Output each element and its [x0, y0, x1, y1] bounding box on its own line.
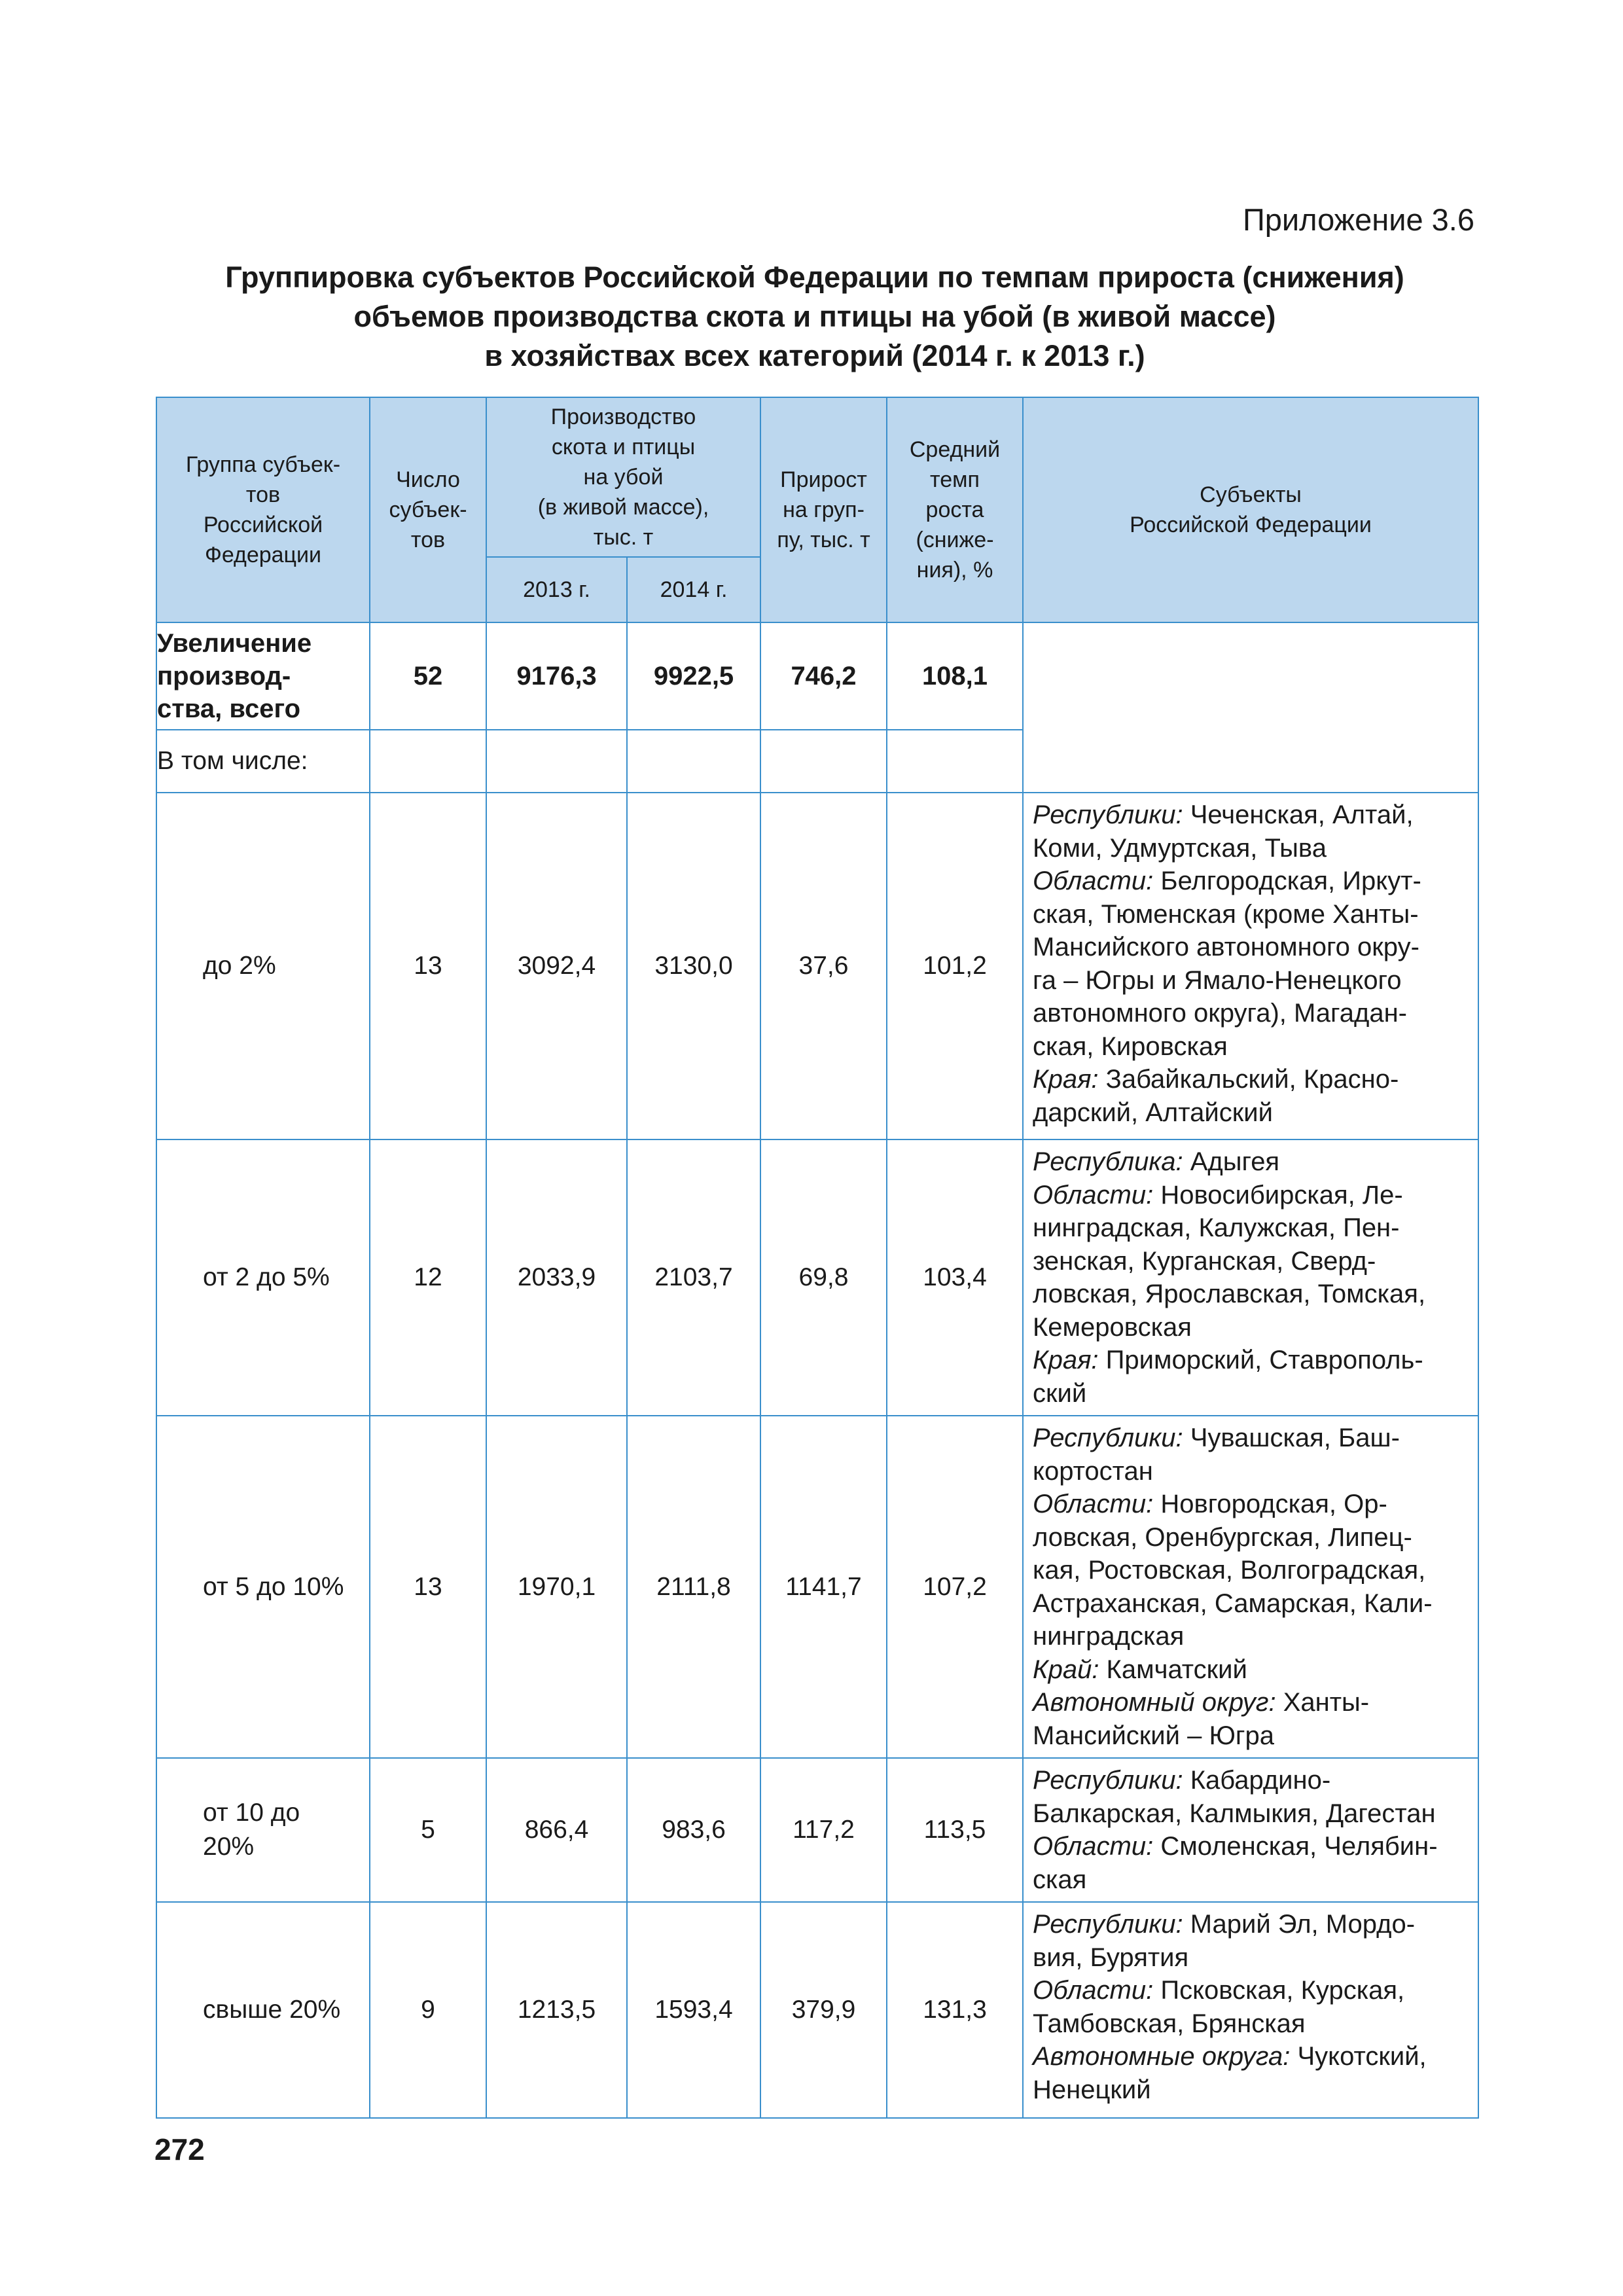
empty-cell	[486, 730, 627, 793]
group-cell: от 10 до 20%	[156, 1758, 370, 1902]
subject-entry	[1033, 1488, 1471, 1653]
col-header-group: Группа субъек- тов Российской Федерации	[156, 397, 370, 622]
subject-type-label: Области:	[1033, 1180, 1154, 1210]
growth-cell: 37,6	[760, 793, 887, 1139]
rate-cell: 101,2	[887, 793, 1023, 1139]
subject-type-label: Области:	[1033, 1832, 1154, 1861]
subject-entry	[1033, 1344, 1471, 1410]
count-cell: 13	[370, 793, 486, 1139]
total-subjects-empty	[1023, 622, 1478, 793]
subject-type-label: Области:	[1033, 1490, 1154, 1518]
count-cell: 5	[370, 1758, 486, 1902]
subject-entry	[1033, 1063, 1471, 1129]
subjects-cell	[1023, 793, 1478, 1139]
subjects-cell	[1023, 1416, 1478, 1758]
table-row	[156, 1758, 1478, 1902]
subject-entry	[1033, 1830, 1471, 1896]
subject-type-label: Края:	[1033, 1065, 1099, 1094]
subject-entry	[1033, 1145, 1471, 1179]
total-count: 52	[370, 622, 486, 730]
value-2014-cell: 1593,4	[627, 1902, 760, 2118]
subject-type-label: Республики:	[1033, 1424, 1183, 1452]
title-line: объемов производства скота и птицы на убой (в живой массе)	[353, 300, 1276, 333]
subject-list-text: Псковская, Курская, Тамбовская, Брянская	[1033, 1976, 1405, 2038]
subject-entry	[1033, 1422, 1471, 1488]
subjects-cell	[1023, 1758, 1478, 1902]
subject-list-text: Адыгея	[1183, 1147, 1280, 1176]
subject-type-label: Автономные округа:	[1033, 2042, 1291, 2071]
appendix-label: Приложение 3.6	[1242, 202, 1474, 237]
subject-list-text: Ханты- Мансийский – Югра	[1033, 1688, 1370, 1750]
table-row	[156, 1902, 1478, 2118]
table-row	[156, 1416, 1478, 1758]
total-rate: 108,1	[887, 622, 1023, 730]
subject-list-text: Кабардино- Балкарская, Калмыкия, Дагестан	[1033, 1766, 1436, 1828]
value-2014-cell: 983,6	[627, 1758, 760, 1902]
subject-list-text: Забайкальский, Красно- дарский, Алтайский	[1033, 1065, 1399, 1127]
group-cell: до 2%	[156, 793, 370, 1139]
col-header-2014: 2014 г.	[627, 557, 760, 622]
growth-cell: 1141,7	[760, 1416, 887, 1758]
subject-type-label: Области:	[1033, 867, 1154, 895]
subject-list-text: Чувашская, Баш- кортостан	[1033, 1424, 1400, 1486]
col-header-count: Число субъек- тов	[370, 397, 486, 622]
empty-cell	[370, 730, 486, 793]
table-row-total	[156, 622, 1478, 730]
subject-entry	[1033, 1179, 1471, 1344]
col-header-production: Производство скота и птицы на убой (в живой массе), тыс. т	[486, 397, 760, 557]
total-label: Увеличение производ- ства, всего	[156, 622, 370, 730]
subject-list-text: Белгородская, Иркут- ская, Тюменская (кроме Ханты- Мансийского автономного окру- га – Югры и Ямало-Ненецкого автономного округа), Магадан- ская, Кировская	[1033, 867, 1421, 1061]
count-cell: 9	[370, 1902, 486, 2118]
value-2014-cell: 2103,7	[627, 1139, 760, 1416]
subjects-cell	[1023, 1902, 1478, 2118]
subject-list-text: Смоленская, Челябин- ская	[1033, 1832, 1438, 1894]
data-table	[156, 397, 1479, 2119]
empty-cell	[627, 730, 760, 793]
page-title	[157, 258, 1472, 376]
count-cell: 12	[370, 1139, 486, 1416]
subject-list-text: Приморский, Ставрополь- ский	[1033, 1346, 1423, 1408]
empty-cell	[887, 730, 1023, 793]
growth-cell: 379,9	[760, 1902, 887, 2118]
total-growth: 746,2	[760, 622, 887, 730]
rate-cell: 131,3	[887, 1902, 1023, 2118]
subject-type-label: Края:	[1033, 1346, 1099, 1374]
col-header-2013: 2013 г.	[486, 557, 627, 622]
subject-list-text: Камчатский	[1099, 1655, 1247, 1684]
page-number: 272	[154, 2132, 205, 2166]
subject-type-label: Республики:	[1033, 1766, 1183, 1795]
subject-entry	[1033, 865, 1471, 1063]
rate-cell: 113,5	[887, 1758, 1023, 1902]
subject-entry	[1033, 1686, 1471, 1752]
value-2013-cell: 1970,1	[486, 1416, 627, 1758]
total-2014: 9922,5	[627, 622, 760, 730]
subject-entry	[1033, 1653, 1471, 1687]
value-2014-cell: 2111,8	[627, 1416, 760, 1758]
subject-list-text: Новгородская, Ор- ловская, Оренбургская, Липец- кая, Ростовская, Волгоградская, Астраханская, Самарская, Кали- нинградская	[1033, 1490, 1433, 1651]
subject-type-label: Республики:	[1033, 800, 1183, 829]
subject-type-label: Автономный округ:	[1033, 1688, 1276, 1717]
value-2013-cell: 3092,4	[486, 793, 627, 1139]
subject-entry	[1033, 1764, 1471, 1830]
group-cell: от 2 до 5%	[156, 1139, 370, 1416]
subject-list-text: Чукотский, Ненецкий	[1033, 2042, 1427, 2104]
subject-entry	[1033, 1974, 1471, 2040]
growth-cell: 117,2	[760, 1758, 887, 1902]
growth-cell: 69,8	[760, 1139, 887, 1416]
title-line: Группировка субъектов Российской Федерации по темпам прироста (снижения)	[225, 260, 1404, 294]
subject-type-label: Республика:	[1033, 1147, 1183, 1176]
col-header-subjects: Субъекты Российской Федерации	[1023, 397, 1478, 622]
subjects-cell	[1023, 1139, 1478, 1416]
col-header-growth: Прирост на груп- пу, тыс. т	[760, 397, 887, 622]
subject-entry	[1033, 1908, 1471, 1974]
subject-type-label: Республики:	[1033, 1910, 1183, 1939]
value-2013-cell: 2033,9	[486, 1139, 627, 1416]
col-header-rate: Средний темп роста (сниже- ния), %	[887, 397, 1023, 622]
empty-cell	[760, 730, 887, 793]
subject-entry	[1033, 798, 1471, 865]
count-cell: 13	[370, 1416, 486, 1758]
title-line: в хозяйствах всех категорий (2014 г. к 2013 г.)	[484, 339, 1145, 372]
value-2013-cell: 866,4	[486, 1758, 627, 1902]
subject-list-text: Марий Эл, Мордо- вия, Бурятия	[1033, 1910, 1416, 1972]
value-2014-cell: 3130,0	[627, 793, 760, 1139]
subject-list-text: Чеченская, Алтай, Коми, Удмуртская, Тыва	[1033, 800, 1414, 863]
subject-list-text: Новосибирская, Ле- нинградская, Калужская, Пен- зенская, Курганская, Сверд- ловская, Ярославская, Томская, Кемеровская	[1033, 1180, 1426, 1342]
subject-type-label: Области:	[1033, 1976, 1154, 2005]
rate-cell: 103,4	[887, 1139, 1023, 1416]
value-2013-cell: 1213,5	[486, 1902, 627, 2118]
group-cell: от 5 до 10%	[156, 1416, 370, 1758]
subject-type-label: Край:	[1033, 1655, 1099, 1684]
subject-entry	[1033, 2040, 1471, 2106]
total-2013: 9176,3	[486, 622, 627, 730]
including-label: В том числе:	[156, 730, 370, 793]
table-row	[156, 1139, 1478, 1416]
rate-cell: 107,2	[887, 1416, 1023, 1758]
group-cell: свыше 20%	[156, 1902, 370, 2118]
table-row	[156, 793, 1478, 1139]
